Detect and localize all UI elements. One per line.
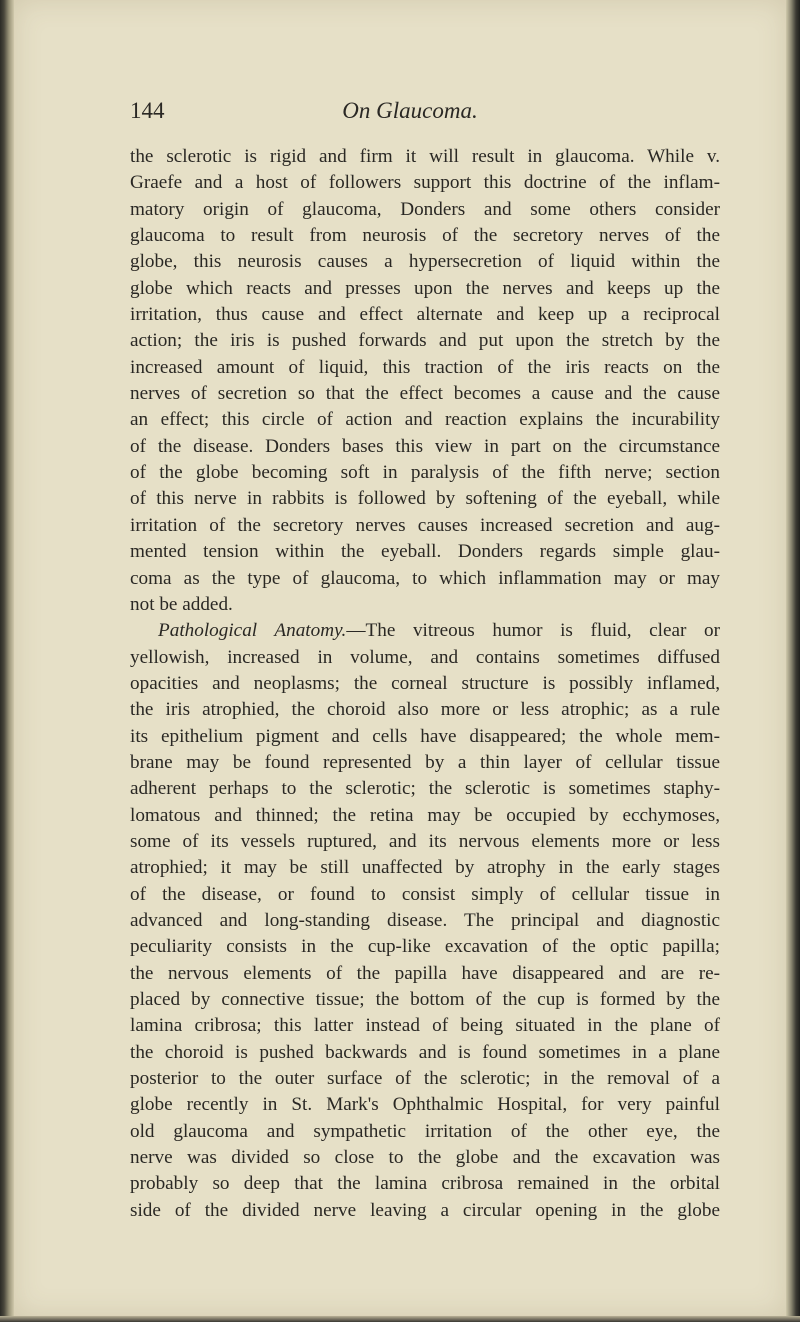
body-text [130, 144, 720, 1224]
text-line: nerves of secretion so that the effect becomes a cause and the cause [130, 383, 720, 405]
page-number: 144 [130, 98, 165, 123]
text-line: coma as the type of glaucoma, to which inflammation may or may [130, 567, 720, 589]
text-line: the sclerotic is rigid and firm it will result in glaucoma. While v. [130, 146, 720, 167]
text-line: the choroid is pushed backwards and is found sometimes in a plane [130, 1041, 720, 1063]
text-line: of this nerve in rabbits is followed by softening of the eyeball, while [130, 488, 720, 510]
text-line: glaucoma to result from neurosis of the secretory nerves of the [130, 225, 720, 247]
text-line: of the disease. Donders bases this view in part on the circumstance [130, 435, 720, 457]
text-line: placed by connective tissue; the bottom of the cup is formed by the [130, 989, 720, 1010]
text-line: side of the divided nerve leaving a circular opening in the globe [130, 1199, 720, 1221]
text-line: opacities and neoplasms; the corneal structure is possibly inflamed, [130, 672, 720, 694]
text-line: nerve was divided so close to the globe and the excavation was [130, 1147, 720, 1169]
text-line: globe recently in St. Mark's Ophthalmic Hospital, for very painful [130, 1094, 720, 1116]
text-line: advanced and long-standing disease. The principal and diagnostic [130, 909, 720, 931]
text-line: probably so deep that the lamina cribrosa remained in the orbital [130, 1173, 720, 1195]
text-line: action; the iris is pushed forwards and put upon the stretch by the [130, 330, 720, 352]
text-line: an effect; this circle of action and reaction explains the incurability [130, 409, 720, 431]
text-line: some of its vessels ruptured, and its nervous elements more or less [130, 830, 720, 852]
text-line: matory origin of glaucoma, Donders and some others consider [130, 198, 720, 220]
page-bottom-edge [0, 1316, 800, 1322]
text-line: yellowish, increased in volume, and contains sometimes diffused [130, 646, 720, 668]
running-title: On Glaucoma. [342, 98, 478, 123]
page-header [130, 98, 690, 138]
text-line: peculiarity consists in the cup-like excavation of the optic papilla; [130, 936, 720, 958]
section-first-line-text: —The vitreous humor is fluid, clear or [346, 620, 720, 642]
text-line: lomatous and thinned; the retina may be occupied by ecchymoses, [130, 804, 720, 826]
section-heading: Pathological Anatomy. [158, 620, 347, 642]
text-line: irritation, thus cause and effect alternate and keep up a reciprocal [130, 304, 720, 326]
book-spine-edge [0, 0, 14, 1322]
text-line: globe which reacts and presses upon the nerves and keeps up the [130, 277, 720, 299]
text-line: old glaucoma and sympathetic irritation of the other eye, the [130, 1120, 720, 1142]
page-fore-edge [786, 0, 800, 1322]
text-line: irritation of the secretory nerves causes increased secretion and aug- [130, 514, 720, 536]
text-line: of the disease, or found to consist simply of cellular tissue in [130, 883, 720, 905]
text-line: mented tension within the eyeball. Donders regards simple glau- [130, 541, 720, 563]
text-line: the iris atrophied, the choroid also more or less atrophic; as a rule [130, 699, 720, 721]
text-line: not be added. [130, 593, 233, 615]
text-line: the nervous elements of the papilla have disappeared and are re- [130, 962, 720, 984]
text-line: atrophied; it may be still unaffected by atrophy in the early stages [130, 857, 720, 879]
text-line: of the globe becoming soft in paralysis of the fifth nerve; section [130, 462, 720, 484]
text-line: globe, this neurosis causes a hypersecretion of liquid within the [130, 251, 720, 273]
paragraph-pathological-anatomy [130, 618, 720, 1224]
section-first-line [130, 618, 720, 644]
text-line: brane may be found represented by a thin layer of cellular tissue [130, 751, 720, 773]
paragraph-glaucoma-theories [130, 144, 720, 618]
text-line: increased amount of liquid, this traction of the iris reacts on the [130, 356, 720, 378]
text-line: its epithelium pigment and cells have disappeared; the whole mem- [130, 725, 720, 747]
text-line: lamina cribrosa; this latter instead of being situated in the plane of [130, 1015, 720, 1037]
text-line: posterior to the outer surface of the sclerotic; in the removal of a [130, 1068, 720, 1090]
text-line: Graefe and a host of followers support this doctrine of the inflam- [130, 172, 720, 194]
text-line: adherent perhaps to the sclerotic; the sclerotic is sometimes staphy- [130, 778, 720, 800]
